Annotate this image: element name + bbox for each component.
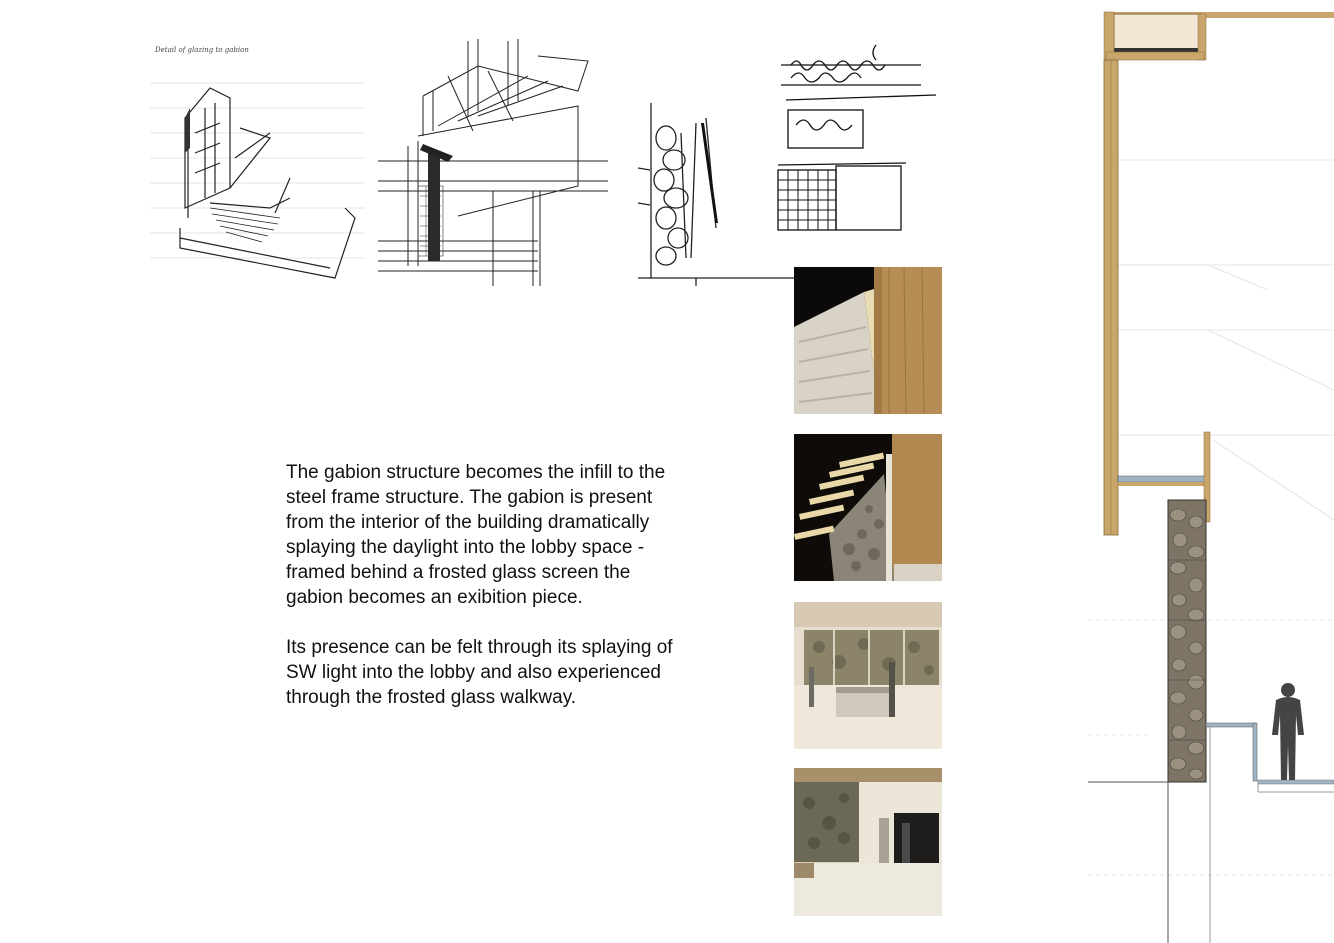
sketch-gabion-mesh bbox=[776, 40, 941, 235]
photo-model-frosted-walkway bbox=[794, 267, 942, 414]
description-paragraph-2: Its presence can be felt through its splaying of SW light into the lobby and also experienced through the frosted glass walkway. bbox=[286, 637, 673, 708]
photo-render-lobby-gabion bbox=[794, 602, 942, 749]
sketch-gabion-section bbox=[636, 98, 796, 288]
sketch-note: Detail of glazing to gabion bbox=[155, 46, 249, 54]
description-paragraph-1: The gabion structure becomes the infill to the steel frame structure. The gabion is present from the interior of the building dramatically splaying the daylight into the lobby space - framed behind a frosted glass screen the gabion becomes an exibition piece. bbox=[286, 462, 666, 608]
photo-render-lobby-entrance bbox=[794, 768, 942, 916]
sketch-glazing-detail bbox=[150, 38, 365, 288]
description-text bbox=[286, 460, 686, 735]
human-figure-icon bbox=[1272, 683, 1304, 780]
sketch-steel-frame bbox=[378, 36, 608, 286]
building-section-drawing bbox=[1088, 0, 1334, 943]
photo-model-gabion-joists bbox=[794, 434, 942, 581]
